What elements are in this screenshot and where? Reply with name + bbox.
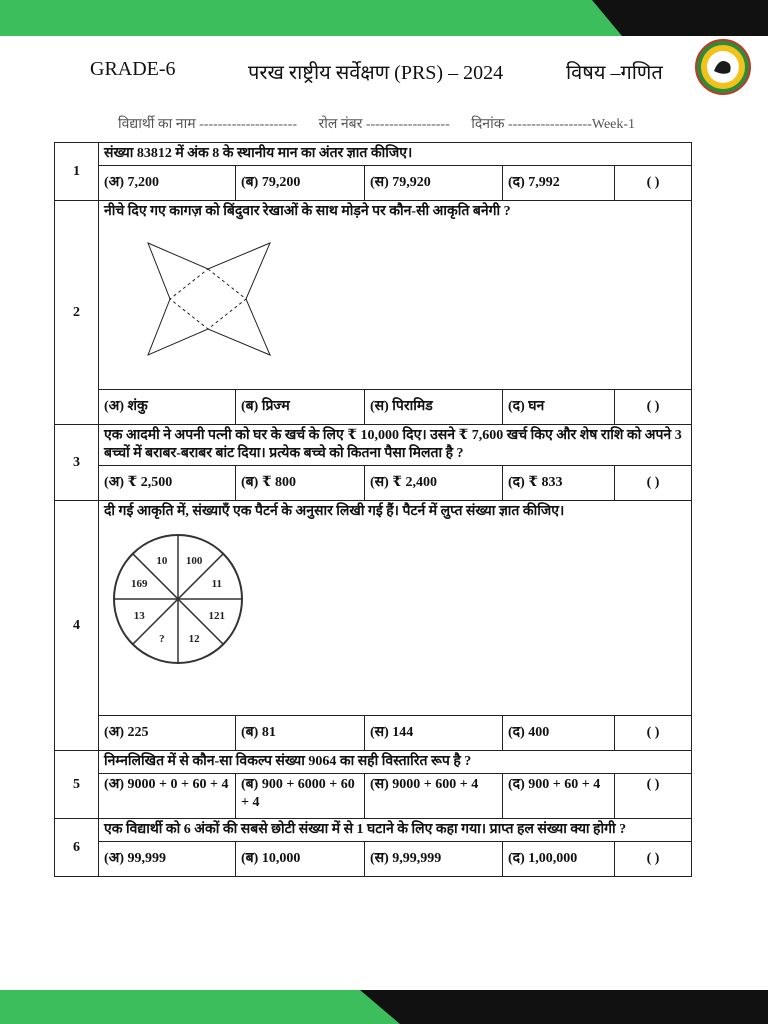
question-text: एक विद्यार्थी को 6 अंकों की सबसे छोटी संख्या में से 1 घटाने के लिए कहा गया। प्राप्त हल संख्या क्या होगी ? <box>99 819 692 842</box>
number-wheel-figure <box>108 529 248 669</box>
answer-box[interactable]: ( ) <box>615 166 692 201</box>
options-row <box>55 716 692 751</box>
survey-title: परख राष्ट्रीय सर्वेक्षण (PRS) – 2024 <box>248 62 504 84</box>
options-row <box>55 842 692 877</box>
grade-label: GRADE-6 <box>90 58 176 80</box>
option-a[interactable]: (अ) 7,200 <box>99 166 236 201</box>
option-b[interactable]: (ब) 10,000 <box>236 842 365 877</box>
option-a[interactable]: (अ) 99,999 <box>99 842 236 877</box>
bottom-banner <box>0 990 768 1024</box>
question-number: 3 <box>55 425 99 501</box>
student-name-field[interactable]: विद्यार्थी का नाम --------------------- <box>118 117 297 132</box>
date-field[interactable]: दिनांक ------------------Week-1 <box>471 117 636 132</box>
question-number: 5 <box>55 751 99 819</box>
option-a[interactable]: (अ) 225 <box>99 716 236 751</box>
answer-box[interactable]: ( ) <box>615 716 692 751</box>
question-row <box>55 143 692 166</box>
answer-box[interactable]: ( ) <box>615 842 692 877</box>
option-c[interactable]: (स) 9000 + 600 + 4 <box>365 774 503 819</box>
question-row <box>55 501 692 716</box>
question-row <box>55 425 692 466</box>
question-text: एक आदमी ने अपनी पत्नी को घर के खर्च के लिए ₹ 10,000 दिए। उसने ₹ 7,600 खर्च किए और शेष राशि को अपने 3 बच्चों में बराबर-बराबर बांट दिया। प्रत्येक बच्चे को कितना पैसा मिलता है ? <box>99 425 692 466</box>
wheel-label: ? <box>159 632 165 645</box>
answer-box[interactable]: ( ) <box>615 774 692 819</box>
question-text: नीचे दिए गए कागज़ को बिंदुवार रेखाओं के साथ मोड़ने पर कौन-सी आकृति बनेगी ? <box>104 204 511 219</box>
option-d[interactable]: (द) ₹ 833 <box>503 466 615 501</box>
options-row <box>55 466 692 501</box>
question-number: 4 <box>55 501 99 751</box>
question-number: 1 <box>55 143 99 201</box>
subject-label: विषय –गणित <box>566 62 663 84</box>
option-a[interactable]: (अ) 9000 + 0 + 60 + 4 <box>99 774 236 819</box>
question-row <box>55 819 692 842</box>
question-cell <box>99 501 692 716</box>
wheel-label: 100 <box>185 555 203 568</box>
answer-box[interactable]: ( ) <box>615 466 692 501</box>
option-a[interactable]: (अ) शंकु <box>99 390 236 425</box>
options-row <box>55 774 692 819</box>
wheel-label: 10 <box>156 555 168 568</box>
option-d[interactable]: (द) 400 <box>503 716 615 751</box>
top-banner <box>0 0 768 36</box>
question-table <box>54 142 692 877</box>
option-d[interactable]: (द) 7,992 <box>503 166 615 201</box>
options-row <box>55 166 692 201</box>
option-d[interactable]: (द) 900 + 60 + 4 <box>503 774 615 819</box>
option-b[interactable]: (ब) ₹ 800 <box>236 466 365 501</box>
question-number: 2 <box>55 201 99 425</box>
wheel-label: 121 <box>208 610 226 623</box>
wheel-label: 11 <box>211 577 223 590</box>
fold-net-figure <box>138 231 278 366</box>
question-row <box>55 201 692 390</box>
option-b[interactable]: (ब) 900 + 6000 + 60 + 4 <box>236 774 365 819</box>
question-number: 6 <box>55 819 99 877</box>
wheel-label: 12 <box>188 632 200 645</box>
option-d[interactable]: (द) 1,00,000 <box>503 842 615 877</box>
roll-number-field[interactable]: रोल नंबर ------------------ <box>318 117 450 132</box>
question-row <box>55 751 692 774</box>
wheel-label: 13 <box>133 610 145 623</box>
emblem-logo <box>694 38 752 96</box>
options-row <box>55 390 692 425</box>
question-text: निम्नलिखित में से कौन-सा विकल्प संख्या 9064 का सही विस्तारित रूप है ? <box>99 751 692 774</box>
option-c[interactable]: (स) 9,99,999 <box>365 842 503 877</box>
option-d[interactable]: (द) घन <box>503 390 615 425</box>
option-a[interactable]: (अ) ₹ 2,500 <box>99 466 236 501</box>
option-b[interactable]: (ब) प्रिज्म <box>236 390 365 425</box>
question-text: दी गई आकृति में, संख्याएँ एक पैटर्न के अनुसार लिखी गई हैं। पैटर्न में लुप्त संख्या ज्ञात कीजिए। <box>104 504 565 519</box>
option-c[interactable]: (स) ₹ 2,400 <box>365 466 503 501</box>
option-c[interactable]: (स) पिरामिड <box>365 390 503 425</box>
option-b[interactable]: (ब) 79,200 <box>236 166 365 201</box>
question-text: संख्या 83812 में अंक 8 के स्थानीय मान का अंतर ज्ञात कीजिए। <box>99 143 692 166</box>
option-c[interactable]: (स) 79,920 <box>365 166 503 201</box>
option-c[interactable]: (स) 144 <box>365 716 503 751</box>
answer-box[interactable]: ( ) <box>615 390 692 425</box>
option-b[interactable]: (ब) 81 <box>236 716 365 751</box>
wheel-label: 169 <box>130 577 148 590</box>
question-cell <box>99 201 692 390</box>
student-info-line <box>118 114 653 133</box>
